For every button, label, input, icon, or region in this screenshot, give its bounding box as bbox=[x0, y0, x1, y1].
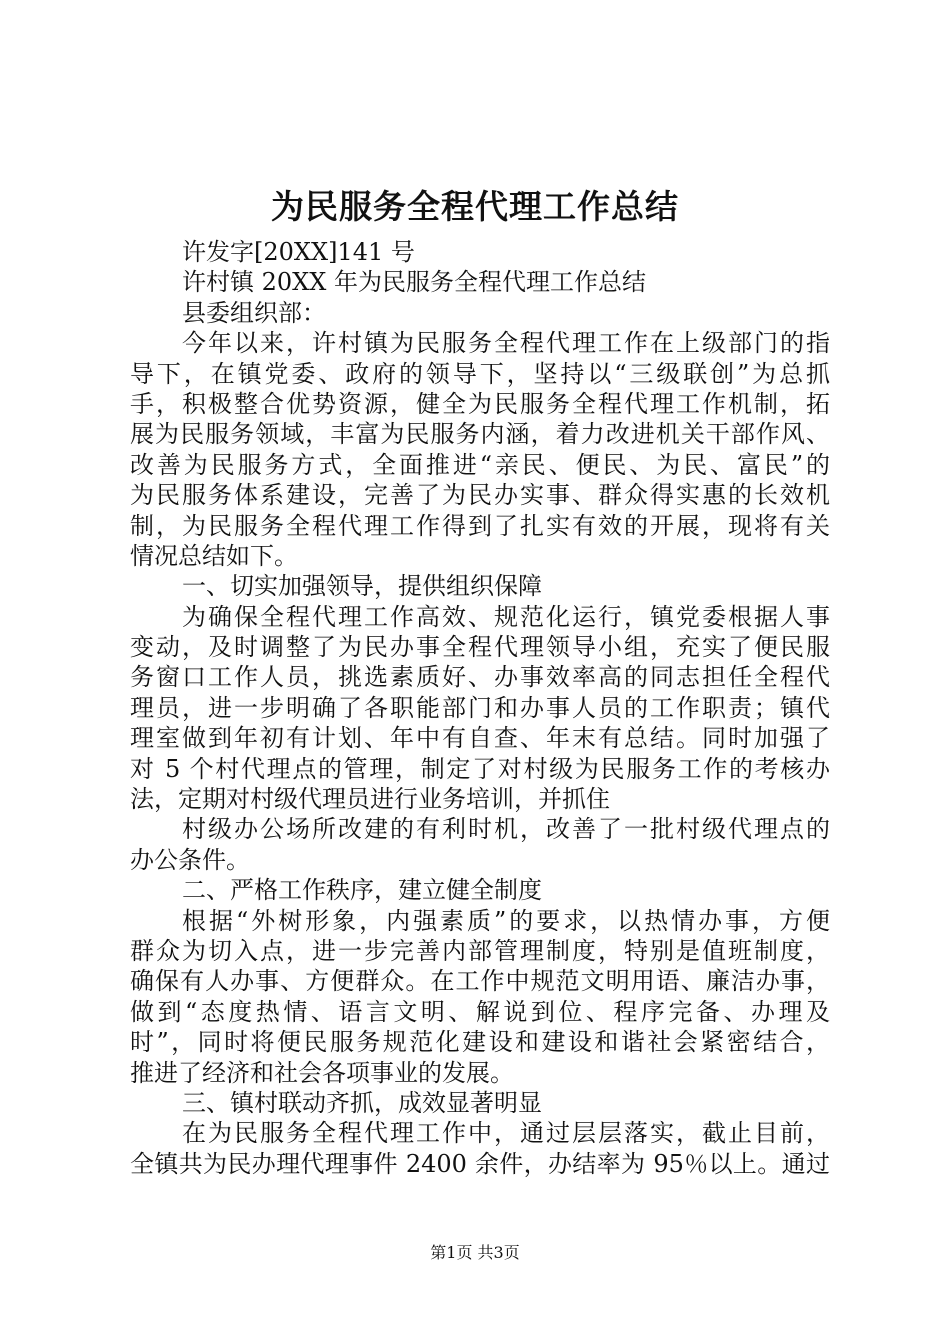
text-line: 做到“态度热情、语言文明、解说到位、程序完备、办理及 bbox=[130, 997, 830, 1026]
text-line: 为民服务体系建设，完善了为民办实事、群众得实惠的长效机 bbox=[130, 481, 830, 510]
text-line: 确保有人办事、方便群众。在工作中规范文明用语、廉洁办事， bbox=[130, 967, 830, 996]
page-footer: 第1页 共3页 bbox=[430, 1243, 520, 1262]
text-line: 制，为民服务全程代理工作得到了扎实有效的开展，现将有关 bbox=[130, 511, 830, 540]
text-line: 二、严格工作秩序，建立健全制度 bbox=[182, 876, 542, 905]
text-line: 在为民服务全程代理工作中，通过层层落实，截止目前， bbox=[182, 1119, 830, 1148]
document-body bbox=[130, 237, 830, 1179]
text-line: 办公条件。 bbox=[130, 845, 250, 874]
text-line: 为确保全程代理工作高效、规范化运行，镇党委根据人事 bbox=[182, 602, 830, 631]
text-line: 一、切实加强领导，提供组织保障 bbox=[182, 572, 542, 601]
text-line: 今年以来，许村镇为民服务全程代理工作在上级部门的指 bbox=[182, 329, 830, 358]
text-line: 许村镇 20XX 年为民服务全程代理工作总结 bbox=[182, 268, 646, 297]
text-line: 推进了经济和社会各项事业的发展。 bbox=[130, 1058, 514, 1087]
text-line: 群众为切入点，进一步完善内部管理制度，特别是值班制度， bbox=[130, 936, 830, 965]
text-line: 理室做到年初有计划、年中有自查、年末有总结。同时加强了 bbox=[130, 724, 830, 753]
text-line: 三、镇村联动齐抓，成效显著明显 bbox=[182, 1088, 542, 1117]
text-line: 全镇共为民办理代理事件 2400 余件，办结率为 95％以上。通过 bbox=[130, 1149, 830, 1178]
text-line: 务窗口工作人员，挑选素质好、办事效率高的同志担任全程代 bbox=[130, 663, 830, 692]
text-line: 展为民服务领域，丰富为民服务内涵，着力改进机关干部作风、 bbox=[130, 420, 830, 449]
text-line: 手，积极整合优势资源，健全为民服务全程代理工作机制，拓 bbox=[130, 389, 830, 418]
text-line: 许发字[20XX]141 号 bbox=[182, 238, 415, 266]
text-line: 变动，及时调整了为民办事全程代理领导小组，充实了便民服 bbox=[130, 633, 830, 662]
text-line: 导下，在镇党委、政府的领导下，坚持以“三级联创”为总抓 bbox=[130, 359, 830, 388]
text-line: 时”，同时将便民服务规范化建设和建设和谐社会紧密结合， bbox=[130, 1028, 830, 1057]
text-line: 情况总结如下。 bbox=[130, 541, 298, 570]
text-line: 根据“外树形象，内强素质”的要求，以热情办事，方便 bbox=[182, 906, 830, 935]
text-line: 对 5 个村代理点的管理，制定了对村级为民服务工作的考核办 bbox=[130, 754, 830, 783]
text-line: 理员，进一步明确了各职能部门和办事人员的工作职责；镇代 bbox=[130, 693, 830, 722]
text-line: 村级办公场所改建的有利时机，改善了一批村级代理点的 bbox=[182, 815, 830, 844]
text-line: 县委组织部： bbox=[182, 298, 326, 327]
text-line: 改善为民服务方式，全面推进“亲民、便民、为民、富民”的 bbox=[130, 450, 830, 479]
text-line: 法，定期对村级代理员进行业务培训，并抓住 bbox=[130, 785, 610, 814]
document-title: 为民服务全程代理工作总结 bbox=[271, 187, 679, 226]
